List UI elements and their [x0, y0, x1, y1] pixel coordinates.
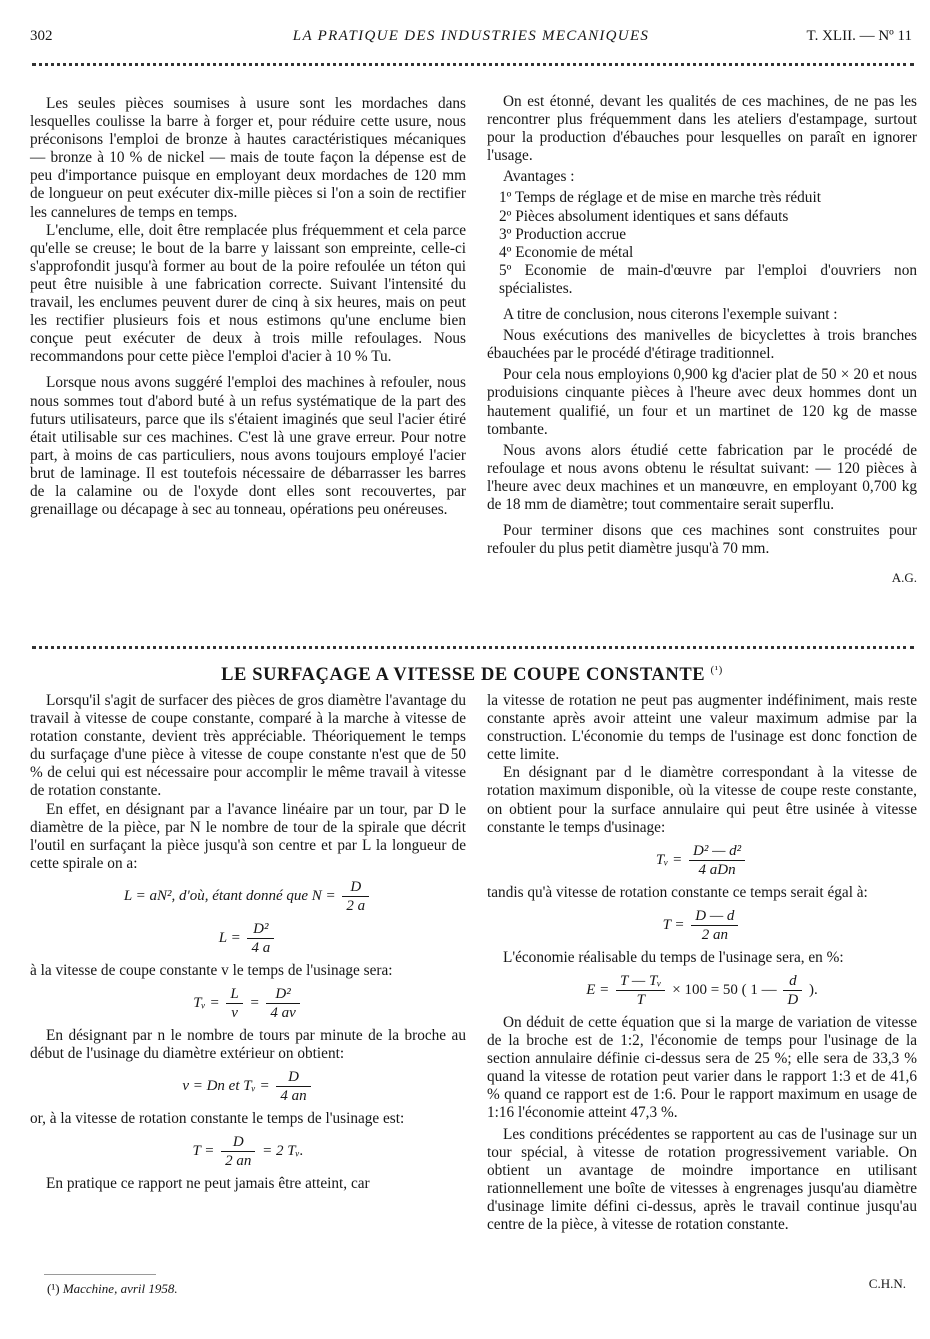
- header-divider: [32, 63, 914, 66]
- footnote-mark: (¹): [47, 1281, 60, 1296]
- paragraph: la vitesse de rotation ne peut pas augmenter indéfiniment, mais reste constante après avoir atteint une valeur maximum admise par la construction. L'économie du temps de l'usinage est donc fonction de cette limite.: [487, 692, 917, 764]
- article1-column-right: [487, 93, 917, 587]
- numerator: D: [342, 878, 369, 897]
- formula-spiral-length: [30, 878, 466, 915]
- paragraph: Les seules pièces soumises à usure sont les mordaches dans lesquelles coulisse la barre à forger et, pour réduire cette usure, nous préconisons l'emploi de bronze à hautes caractéristiques mécaniques — bronze à 10 % de nickel — mais de toute façon la dépense est de peu d'importance puisque en employant deux mordaches de 120 mm de longueur on peut exécuter dix-mille pièces si l'on a soin de rectifier les cannelures de temps en temps.: [30, 95, 466, 221]
- page-number: 302: [30, 28, 53, 44]
- paragraph: On déduit de cette équation que si la marge de variation de vitesse de la broche est de 1:2, l'économie de temps pour l'usinage de la section annulaire définie ci-dessus sera de 25 %; elle sera de 33,3 % quand la vitesse de rotation peut varier dans le rapport 1:3 et de 41,6 % quand ce rapport est de 1:6. Pour le rapport maximum en usage de 1:16 l'économie atteint 47,3 %.: [487, 1013, 917, 1122]
- formula-text: T =: [192, 1143, 215, 1160]
- formula-text: v = Dn et Tᵥ =: [182, 1078, 270, 1095]
- footnote-divider: [44, 1274, 156, 1275]
- numerator: D²: [247, 920, 274, 939]
- fraction: [689, 842, 745, 879]
- numerator: D² — d²: [689, 842, 745, 861]
- paragraph: En effet, en désignant par a l'avance linéaire par un tour, par D le diamètre de la pièce, par N le nombre de tour de la spirale que décrit l'outil en surfaçant la pièce jusqu'à son centre et par L la longueur de cette spirale on a:: [30, 800, 466, 872]
- list-item: 2º Pièces absolument identiques et sans défauts: [499, 207, 789, 225]
- list-item: 4º Economie de métal: [499, 243, 634, 261]
- fraction: [691, 907, 738, 944]
- formula-text: ).: [809, 981, 818, 998]
- footnote: [47, 1281, 178, 1297]
- paragraph: or, à la vitesse de rotation constante le temps de l'usinage est:: [30, 1110, 405, 1128]
- paragraph: L'enclume, elle, doit être remplacée plus fréquemment et cela parce qu'elle se creuse; le bout de la barre y laissant son empreinte, celle-ci s'approfondit jusqu'à former au bout de la poire refoulée un téton qui peut être nuisible à une fabrication correcte. Suivant l'intensité du travail, les enclumes peuvent durer de cinq à six heures, mais on peut les rectifier plusieurs fois et nous estimons qu'une enclume bien conçue peut exécuter de deux à trois mille refoulages. Nous recommandons pour cette pièce l'emploi d'acier à 10 % Tu.: [30, 221, 466, 366]
- formula-speed: [30, 1068, 466, 1105]
- numerator: D: [221, 1133, 255, 1152]
- paragraph: à la vitesse de coupe constante v le temps de l'usinage sera:: [30, 961, 393, 979]
- paragraph: Pour cela nous employions 0,900 kg d'acier plat de 50 × 20 et nous produisions cinquante pièces à l'heure avec deux hommes dont un hautement qualifié, un four et un martinet de 120 kg de masse tombante.: [487, 366, 917, 438]
- footnote-source: Macchine, avril 1958.: [62, 1281, 178, 1296]
- article2-column-left: [30, 692, 466, 1193]
- formula-constant-rotation: [487, 907, 917, 944]
- list-item: 5º Economie de main-d'œuvre par l'emploi d'ouvriers non spécialistes.: [499, 261, 917, 297]
- paragraph: Les conditions précédentes se rapportent au cas de l'usinage sur un tour spécial, à vitesse de rotation progressivement variable. On obtient un avantage de moindre importance en utilisant rationnellement une boîte de vitesses à engrenages jusqu'au diamètre d'usinage limite défini ci-dessus, après le travail continue jusqu'au centre de la pièce, à vitesse de rotation constante.: [487, 1125, 917, 1233]
- article2-title-text: LE SURFAÇAGE A VITESSE DE COUPE CONSTANTE: [221, 665, 706, 686]
- numerator: L: [226, 985, 242, 1004]
- fraction: [342, 878, 369, 915]
- advantages-heading: Avantages :: [503, 168, 575, 186]
- article1-signature: A.G.: [891, 570, 917, 586]
- formula-text: = 2 Tᵥ.: [262, 1143, 304, 1160]
- fraction: [226, 985, 242, 1022]
- journal-title: LA PRATIQUE DES INDUSTRIES MECANIQUES: [292, 28, 650, 44]
- formula-text: L =: [218, 929, 241, 946]
- list-item: 3º Production accrue: [499, 225, 627, 243]
- denominator: 4 av: [270, 1005, 296, 1022]
- numerator: T — Tᵥ: [616, 972, 665, 991]
- paragraph: A titre de conclusion, nous citerons l'exemple suivant :: [503, 306, 838, 324]
- fraction: [247, 920, 274, 957]
- formula-text: Tᵥ =: [655, 851, 683, 868]
- numerator: d: [783, 972, 802, 991]
- numerator: D²: [266, 985, 299, 1004]
- paragraph: Lorsque nous avons suggéré l'emploi des machines à refouler, nous nous sommes tout d'abord buté à un refus systématique de la part des futurs utilisateurs, parce que ils s'étaient imaginés que seul l'acier étiré était utilisable sur ces machines. C'est là une grave erreur. Pour notre part, à moins de cas particuliers, nous avons toujours employé l'acier brut de laminage. Il est toutefois nécessaire de débarrasser les barres de la calamine ou de l'oxyde dont elles sont recouvertes, par grenaillage ou décapage à sec au tonneau, opérations peu onéreuses.: [30, 374, 466, 519]
- formula-length: [30, 920, 466, 957]
- page-header: [30, 28, 912, 52]
- denominator: 2 an: [225, 1153, 252, 1170]
- paragraph: Pour terminer disons que ces machines sont construites pour refouler du plus petit diamètre jusqu'à 70 mm.: [487, 522, 917, 558]
- denominator: v: [231, 1005, 238, 1022]
- formula-economy: [487, 972, 917, 1009]
- fraction: [276, 1068, 310, 1105]
- paragraph: En pratique ce rapport ne peut jamais être atteint, car: [46, 1175, 370, 1193]
- paragraph: En désignant par d le diamètre correspondant à la vitesse de rotation maximum disponible, où la vitesse de coupe reste constante, on obtient pour la surface annulaire qui peut être usinée à vitesse constante le temps d'usinage:: [487, 764, 917, 836]
- footnote-reference: (¹): [710, 664, 723, 676]
- article2-column-right: [487, 692, 917, 1234]
- article2-title: [30, 664, 914, 686]
- denominator: D: [787, 991, 799, 1008]
- formula-time-rotation: [30, 1133, 466, 1170]
- paragraph: L'économie réalisable du temps de l'usinage sera, en %:: [503, 948, 844, 966]
- denominator: T: [636, 991, 645, 1008]
- denominator: 4 a: [251, 939, 271, 956]
- denominator: 2 a: [346, 897, 366, 914]
- paragraph: Nous avons alors étudié cette fabrication par le procédé de refoulage et nous avons obtenu le résultat suivant: — 120 pièces à l'heure avec deux machines et un manœuvre, en employant 0,700 kg de 18 mm de diamètre; tout commentaire serait superflu.: [487, 441, 917, 513]
- formula-text: E =: [586, 981, 610, 998]
- numerator: D: [276, 1068, 310, 1087]
- paragraph: On est étonné, devant les qualités de ces machines, de ne pas les rencontrer plus fréquemment dans les ateliers d'estampage, surtout pour la production d'ébauches pour lesquelles on paraît en ignorer l'usage.: [487, 93, 917, 165]
- paragraph: En désignant par n le nombre de tours par minute de la broche au début de l'usinage du diamètre extérieur on obtient:: [30, 1027, 466, 1063]
- article-divider: [32, 646, 914, 649]
- fraction: [616, 972, 665, 1009]
- denominator: 4 an: [280, 1088, 307, 1105]
- formula-text: Tᵥ =: [193, 994, 220, 1011]
- article1-column-left: [30, 95, 466, 519]
- list-item: 1º Temps de réglage et de mise en marche très réduit: [499, 189, 821, 207]
- formula-text: L = aN², d'où, étant donné que N =: [123, 887, 336, 904]
- fraction: [783, 972, 802, 1009]
- advantages-list: [487, 189, 917, 298]
- issue-number: T. XLII. — Nº 11: [806, 28, 912, 44]
- paragraph: Nous exécutions des manivelles de bicyclettes à trois branches ébauchées par le procédé d'étirage traditionnel.: [487, 327, 917, 363]
- fraction: [221, 1133, 255, 1170]
- formula-text: × 100 = 50 ( 1 —: [672, 981, 777, 998]
- denominator: 2 an: [701, 926, 728, 943]
- denominator: 4 aDn: [698, 861, 736, 878]
- formula-time-cutting-speed: Tᵥ = $\frac{L}{v}$ = $\frac{\text{D²}}{4 av}$: [30, 985, 466, 1022]
- fraction: [266, 985, 299, 1022]
- numerator: D — d: [691, 907, 738, 926]
- formula-text: T =: [662, 916, 685, 933]
- article2-signature: C.H.N.: [868, 1276, 906, 1291]
- paragraph: Lorsqu'il s'agit de surfacer des pièces de gros diamètre l'avantage du travail à vitesse de coupe constante, comparé à la marche à vitesse de rotation constante, devient très appréciable. Théoriquement le temps du surfaçage d'une pièce à vitesse de coupe constante n'est que de 50 % de celui qui est nécessaire pour accomplir le même travail à vitesse de rotation constante.: [30, 692, 466, 800]
- paragraph: tandis qu'à vitesse de rotation constante ce temps serait égal à:: [487, 883, 868, 901]
- formula-annular-time: [487, 842, 917, 879]
